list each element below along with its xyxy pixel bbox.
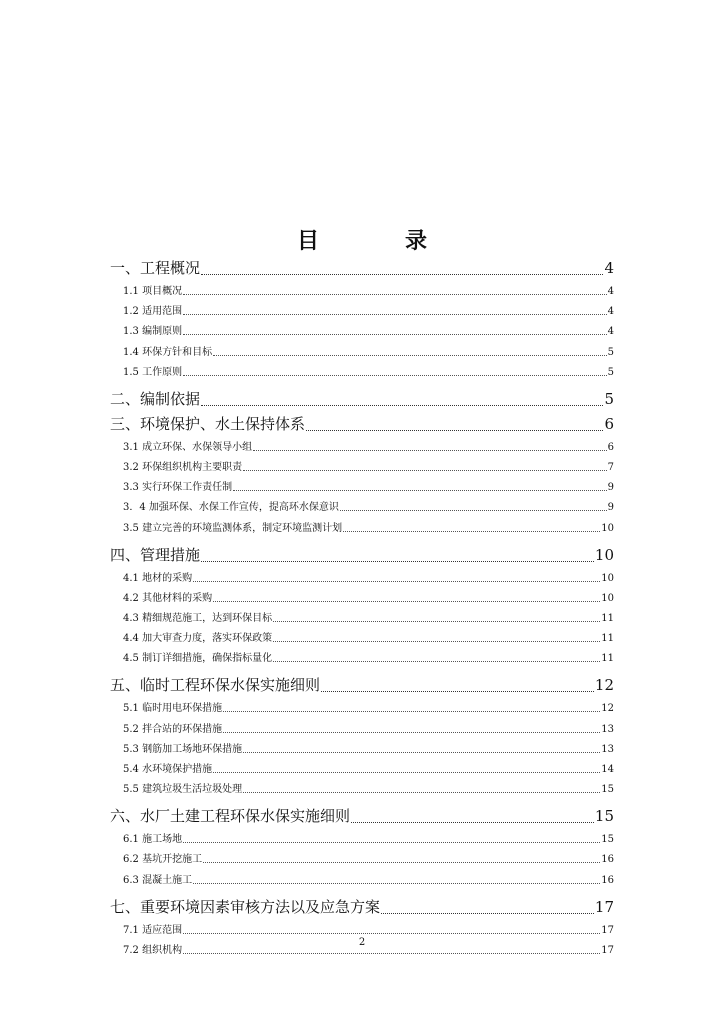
toc-dot-leader (233, 490, 607, 491)
toc-entry-page: 16 (601, 854, 614, 866)
toc-entry-title: 6.3 混凝土施工 (123, 874, 193, 886)
toc-dot-leader (213, 601, 600, 602)
toc-dot-leader (183, 842, 600, 843)
toc-chapter-entry[interactable] (110, 413, 614, 434)
toc-dot-leader (193, 883, 600, 884)
toc-section-entry[interactable] (123, 478, 614, 493)
toc-chapter-entry[interactable] (110, 257, 614, 278)
page-number: 2 (358, 937, 366, 948)
toc-dot-leader (201, 274, 603, 275)
toc-section-entry[interactable] (123, 760, 614, 775)
toc-dot-leader (223, 732, 600, 733)
toc-entry-page: 9 (607, 502, 614, 514)
toc-entry-page: 12 (594, 676, 614, 695)
toc-entry-page: 15 (601, 784, 614, 796)
toc-dot-leader (381, 913, 594, 914)
toc-section-entry[interactable] (123, 720, 614, 735)
toc-entry-title: 3.1 成立环保、水保领导小组 (123, 441, 253, 453)
toc-entry-page: 12 (601, 703, 614, 715)
toc-entry-title: 七、重要环境因素审核方法以及应急方案 (110, 897, 381, 916)
toc-dot-leader (223, 711, 600, 712)
toc-chapter-entry[interactable] (110, 544, 614, 565)
toc-entry-page: 5 (607, 346, 614, 358)
toc-entry-page: 13 (601, 743, 614, 755)
toc-entry-title: 三、环境保护、水土保持体系 (110, 414, 306, 433)
toc-entry-title: 二、编制依据 (110, 389, 201, 408)
toc-entry-title: 1.4 环保方针和目标 (123, 346, 213, 358)
toc-entry-page: 15 (594, 807, 614, 826)
toc-entry-title: 六、水厂土建工程环保水保实施细则 (110, 807, 351, 826)
toc-chapter-entry[interactable] (110, 896, 614, 917)
toc-section-entry[interactable] (123, 282, 614, 297)
toc-entry-page: 4 (604, 259, 614, 277)
toc-section-entry[interactable] (123, 830, 614, 845)
toc-dot-leader (321, 691, 594, 692)
toc-section-entry[interactable] (123, 519, 614, 534)
toc-dot-leader (183, 294, 607, 295)
toc-entry-page: 14 (601, 764, 614, 775)
toc-entry-title: 五、临时工程环保水保实施细则 (110, 676, 321, 695)
toc-dot-leader (183, 314, 607, 315)
toc-entry-page: 11 (601, 653, 614, 665)
toc-dot-leader (183, 375, 607, 376)
toc-dot-leader (340, 510, 607, 511)
toc-section-entry[interactable] (123, 609, 614, 624)
toc-entry-page: 11 (601, 633, 614, 645)
toc-section-entry[interactable] (123, 438, 614, 453)
toc-dot-leader (273, 641, 600, 642)
toc-entry-title: 5.1 临时用电环保措施 (123, 703, 223, 715)
toc-dot-leader (306, 430, 603, 431)
toc-entry-page: 6 (607, 441, 614, 453)
toc-section-entry[interactable] (123, 343, 614, 358)
toc-dot-leader (243, 752, 600, 753)
toc-entry-page: 10 (594, 545, 614, 564)
toc-entry-title: 4.4 加大审查力度，落实环保政策 (123, 633, 273, 645)
toc-dot-leader (213, 772, 600, 773)
toc-dot-leader (243, 792, 600, 793)
toc-entry-title: 5.5 建筑垃圾生活垃圾处理 (123, 784, 243, 796)
toc-entry-title: 四、管理措施 (110, 545, 201, 564)
toc-entry-title: 5.2 拌合站的环保措施 (123, 723, 223, 735)
toc-dot-leader (253, 450, 607, 451)
toc-dot-leader (201, 405, 603, 406)
toc-entry-title: 1.1 项目概况 (123, 286, 183, 297)
toc-entry-title: 1.3 编制原则 (123, 326, 183, 338)
toc-section-entry[interactable] (123, 850, 614, 865)
toc-section-entry[interactable] (123, 699, 614, 714)
toc-section-entry[interactable] (123, 363, 614, 378)
toc-entry-page: 17 (594, 897, 614, 916)
toc-entry-page: 17 (601, 944, 614, 956)
toc-entry-page: 4 (607, 286, 614, 297)
toc-entry-page: 13 (601, 723, 614, 735)
toc-entry-title: 4.3 精细规范施工，达到环保目标 (123, 613, 273, 624)
toc-entry-title: 1.2 适用范围 (123, 306, 183, 318)
toc-entry-title: 6.2 基坑开挖施工 (123, 854, 203, 866)
toc-dot-leader (343, 531, 600, 532)
toc-section-entry[interactable] (123, 780, 614, 795)
toc-entry-page: 16 (601, 874, 614, 886)
toc-section-entry[interactable] (123, 871, 614, 886)
toc-dot-leader (243, 470, 607, 471)
toc-dot-leader (351, 822, 594, 823)
toc-dot-leader (273, 621, 600, 622)
toc-section-entry[interactable] (123, 322, 614, 337)
toc-entry-page: 15 (601, 834, 614, 846)
toc-entry-title: 3.3 实行环保工作责任制 (123, 482, 233, 494)
toc-dot-leader (183, 334, 607, 335)
toc-entry-title: 3.5 建立完善的环境监测体系，制定环境监测计划 (123, 522, 343, 534)
toc-entry-title: 3．4 加强环保、水保工作宣传，提高环水保意识 (123, 502, 339, 514)
toc-entry-page: 7 (607, 462, 614, 473)
toc-section-entry[interactable] (123, 629, 614, 644)
toc-dot-leader (273, 661, 600, 662)
toc-section-entry[interactable] (123, 649, 614, 664)
toc-entry-page: 6 (604, 414, 614, 433)
toc-entry-title: 5.3 钢筋加工场地环保措施 (123, 743, 243, 755)
toc-entry-title: 4.5 制订详细措施，确保指标量化 (123, 653, 273, 665)
toc-section-entry[interactable] (123, 569, 614, 584)
toc-entry-title: 3.2 环保组织机构主要职责 (123, 462, 243, 473)
toc-entry-page: 4 (607, 306, 614, 318)
toc-entry-title: 一、工程概况 (110, 259, 201, 277)
toc-dot-leader (213, 355, 607, 356)
toc-section-entry[interactable] (123, 740, 614, 755)
toc-entry-title: 5.4 水环境保护措施 (123, 764, 213, 775)
toc-entry-page: 5 (604, 389, 614, 408)
toc-chapter-entry[interactable] (110, 805, 614, 826)
toc-dot-leader (183, 953, 600, 954)
toc-entry-title: 6.1 施工场地 (123, 834, 183, 846)
toc-dot-leader (201, 561, 594, 562)
toc-entry-page: 17 (601, 924, 614, 936)
toc-entry-title: 4.1 地材的采购 (123, 572, 193, 584)
toc-entry-title: 1.5 工作原则 (123, 366, 183, 378)
toc-entry-page: 10 (601, 592, 614, 604)
toc-entry-title: 7.2 组织机构 (123, 944, 183, 956)
toc-entry-page: 5 (607, 366, 614, 378)
toc-entry-page: 10 (601, 522, 614, 534)
toc-section-entry[interactable] (123, 589, 614, 604)
toc-section-entry[interactable] (123, 458, 614, 473)
toc-dot-leader (203, 862, 600, 863)
toc-entry-title: 7.1 适应范围 (123, 924, 183, 936)
toc-entry-page: 4 (607, 326, 614, 338)
toc-title: 目 录 (296, 228, 459, 254)
toc-dot-leader (193, 581, 600, 582)
toc-entry-page: 9 (607, 482, 614, 494)
toc-section-entry[interactable] (123, 921, 614, 936)
toc-chapter-entry[interactable] (110, 674, 614, 695)
toc-section-entry[interactable] (123, 498, 614, 513)
toc-entry-title: 4.2 其他材料的采购 (123, 592, 213, 604)
toc-entry-page: 10 (601, 572, 614, 584)
toc-section-entry[interactable] (123, 302, 614, 317)
toc-dot-leader (183, 933, 600, 934)
toc-chapter-entry[interactable] (110, 388, 614, 409)
toc-entry-page: 11 (601, 613, 614, 624)
